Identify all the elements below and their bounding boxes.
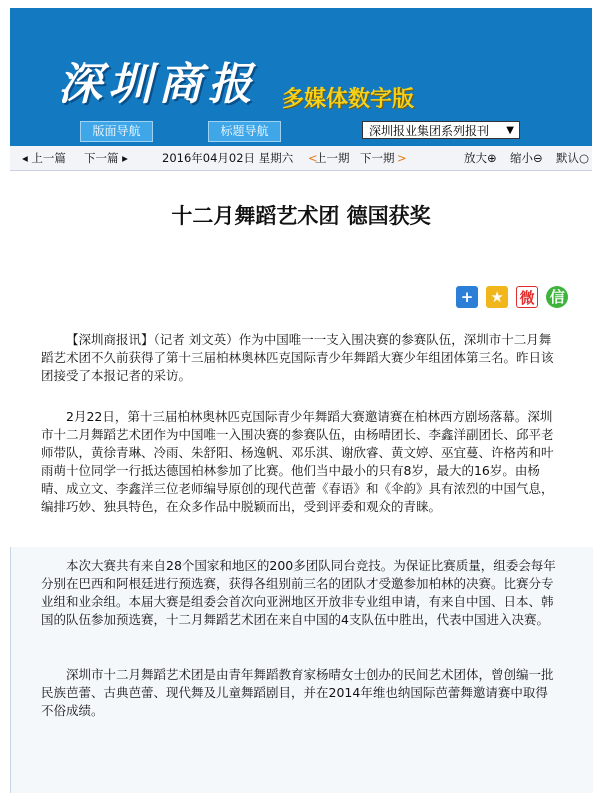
wechat-share-icon[interactable]: 信	[546, 286, 568, 308]
group-select-value: 深圳报业集团系列报刊	[369, 124, 490, 138]
default-size-button[interactable]: 默认○	[556, 151, 590, 165]
prev-article-link[interactable]: ◂ 上一篇	[22, 151, 66, 165]
article-paragraph: 2月22日，第十三届柏林奥林匹克国际青少年舞蹈大赛邀请赛在柏林西方剧场落幕。深圳市十二月舞蹈艺术团作为中国唯一入围决赛的参赛队伍，由杨晴团长、李鑫洋副团长、邱平老师带队，黄徐青琳、冷雨、朱舒阳、杨逸帆、邓乐淇、谢欣睿、黄文婷、巫宜蔓、许格芮和叶雨萌十位同学一行抵达德国柏林参加了比赛。他们当中最小的只有8岁，最大的16岁。由杨晴、成立文、李鑫洋三位老师编导原创的现代芭蕾《春语》和《伞韵》具有浓烈的中国气息，编排巧妙、独具特色，在众多作品中脱颖而出，受到评委和观众的青睐。	[41, 409, 554, 514]
newspaper-group-select[interactable]	[362, 121, 520, 139]
article-paragraph: 深圳市十二月舞蹈艺术团是由青年舞蹈教育家杨晴女士创办的民间艺术团体，曾创编一批民族芭蕾、古典芭蕾、现代舞及儿童舞蹈剧目，并在2014年维也纳国际芭蕾舞邀请赛中取得不俗成绩。	[41, 667, 554, 718]
favorite-star-icon[interactable]: ★	[486, 286, 508, 308]
title-nav-button[interactable]: 标题导航	[208, 121, 281, 142]
masthead-logo: 深圳商报	[58, 59, 258, 110]
next-issue-link[interactable]: 下一期	[360, 151, 395, 165]
layout-nav-button[interactable]: 版面导航	[80, 121, 153, 142]
prev-issue-bracket: <	[308, 151, 318, 165]
section-divider	[0, 539, 603, 547]
weibo-share-icon[interactable]: 微	[516, 286, 538, 308]
article-paragraph: 本次大赛共有来自28个国家和地区的200多团队同台竞技。为保证比赛质量，组委会每年分别在巴西和阿根廷进行预选赛，获得各组别前三名的团队才受邀参加柏林的决赛。比赛分专业组和业余组。本届大赛是组委会首次向亚洲地区开放非专业组申请，有来自中国、日本、韩国的队伍参加预选赛，十二月舞蹈艺术团在来自中国的4支队伍中胜出，代表中国进入决赛。	[41, 558, 556, 627]
subbrand-title: 多媒体数字版	[282, 87, 415, 112]
share-bar	[456, 286, 571, 310]
zoom-out-button[interactable]: 缩小⊖	[510, 151, 543, 165]
prev-issue-link[interactable]: 上一期	[315, 151, 350, 165]
zoom-in-button[interactable]: 放大⊕	[464, 151, 497, 165]
article-title: 十二月舞蹈艺术团 德国获奖	[171, 203, 431, 228]
share-plus-icon[interactable]: +	[456, 286, 478, 308]
next-article-link[interactable]: 下一篇 ▸	[84, 151, 128, 165]
next-issue-bracket: >	[397, 151, 407, 165]
dropdown-arrow-icon: ▼	[506, 125, 514, 136]
article-paragraph: 【深圳商报讯】（记者 刘文英）作为中国唯一一支入围决赛的参赛队伍，深圳市十二月舞蹈艺术团不久前获得了第十三届柏林奥林匹克国际青少年舞蹈大赛少年组团体第三名。昨日该团接受了本报记者的采访。	[41, 332, 554, 383]
issue-date: 2016年04月02日 星期六	[162, 151, 294, 165]
article-nav-bar	[10, 146, 592, 171]
